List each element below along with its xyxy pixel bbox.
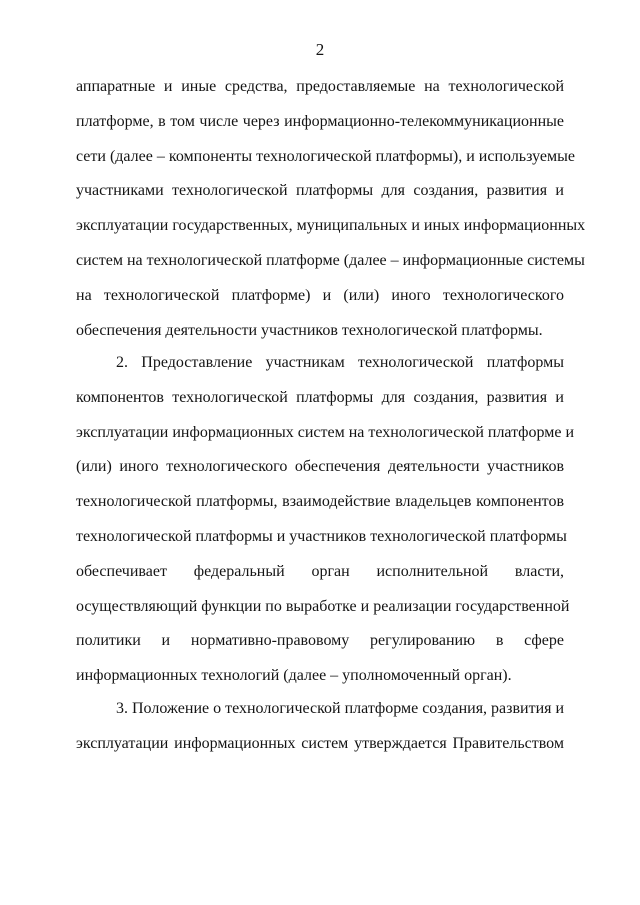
- text-line: аппаратные и иные средства, предоставляемые на технологической: [76, 78, 564, 95]
- text-line: компонентов технологической платформы для создания, развития и: [76, 388, 564, 406]
- text-line: обеспечения деятельности участников технологической платформы.: [76, 321, 543, 339]
- text-line: информационных технологий (далее – уполномоченный орган).: [76, 667, 512, 685]
- text-line: систем на технологической платформе (далее – информационные системы: [76, 251, 585, 269]
- text-line: политики и нормативно-правовому регулированию в сфере: [76, 632, 564, 650]
- text-line: обеспечивает федеральный орган исполнительной власти,: [76, 562, 564, 580]
- page-number: 2: [315, 40, 325, 59]
- paragraph-3: [76, 692, 564, 762]
- text-line: на технологической платформе) и (или) иного технологического: [76, 286, 564, 304]
- text-line: 3. Положение о технологической платформе создания, развития и: [116, 700, 565, 717]
- text-line: технологической платформы, взаимодействие владельцев компонентов: [76, 493, 564, 511]
- text-line: эксплуатации информационных систем утверждается Правительством: [76, 734, 564, 752]
- text-line: участниками технологической платформы для создания, развития и: [76, 182, 564, 200]
- text-line: технологической платформы и участников технологической платформы: [76, 527, 567, 545]
- text-line: эксплуатации информационных систем на технологической платформе и: [76, 423, 575, 441]
- paragraph-2: [76, 346, 575, 694]
- paragraph-1: [76, 70, 586, 348]
- text-line: 2. Предоставление участникам технологической платформы: [116, 354, 564, 371]
- text-line: осуществляющий функции по выработке и реализации государственной: [76, 597, 570, 615]
- text-line: (или) иного технологического обеспечения деятельности участников: [76, 458, 564, 476]
- text-line: сети (далее – компоненты технологической платформы), и используемые: [76, 147, 575, 165]
- text-line: платформе, в том числе через информационно-телекоммуникационные: [76, 112, 564, 130]
- text-line: эксплуатации государственных, муниципальных и иных информационных: [76, 217, 586, 235]
